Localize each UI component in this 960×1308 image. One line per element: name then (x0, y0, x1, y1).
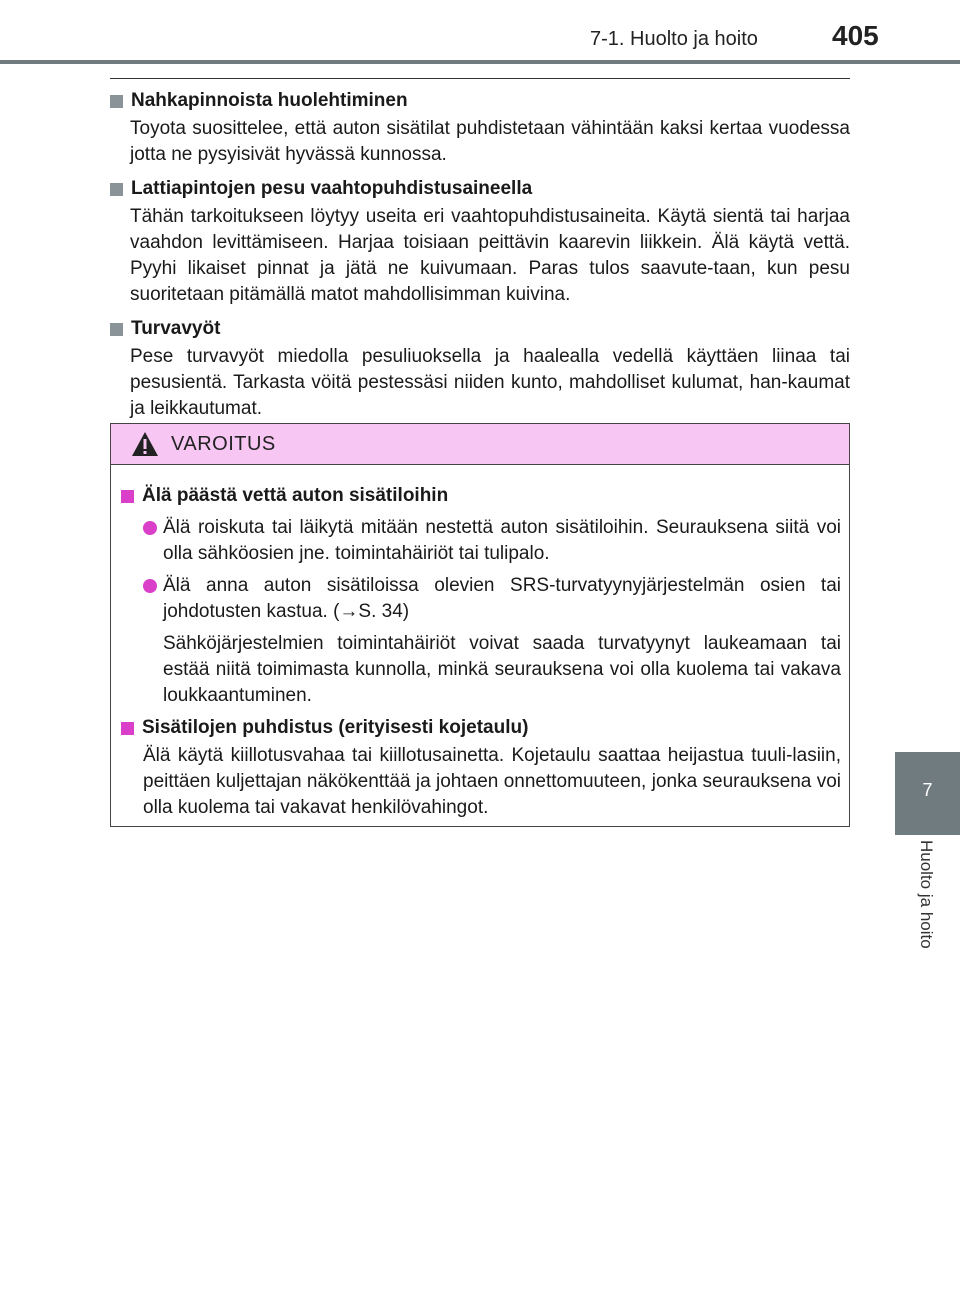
square-bullet-icon (110, 95, 123, 108)
square-bullet-icon (110, 183, 123, 196)
warning-body (111, 465, 849, 821)
section-heading: Nahkapinnoista huolehtiminen (131, 90, 408, 111)
circle-bullet-icon (143, 579, 157, 593)
section-text: Pese turvavyöt miedolla pesuliuoksella ja haalealla vedellä käyttäen liinaa tai pesusientä. Tarkasta vöitä pestessäsi niiden kunto, mahdolliset kulumat, han-kaumat ja leikkautumat. (130, 346, 850, 419)
chapter-tab (895, 752, 960, 835)
section-heading: Turvavyöt (131, 318, 221, 339)
chapter-number: 7 (922, 780, 933, 800)
warning-item-text: Älä käytä kiillotusvahaa tai kiillotusainetta. Kojetaulu saattaa heijastua tuuli-lasiin, peittäen kuljettajan näkökenttää ja johtaen onnettomuuteen, jonka seurauksena voi olla kuolema tai vakavat henkilövahingot. (143, 745, 841, 818)
section-leather-care (110, 88, 850, 168)
warning-bullet (121, 515, 841, 567)
chapter-label: Huolto ja hoito (917, 840, 936, 949)
square-bullet-icon (110, 323, 123, 336)
section-heading: Lattiapintojen pesu vaahtopuhdistusaineella (131, 178, 533, 199)
warning-title: VAROITUS (171, 432, 276, 455)
main-content (110, 88, 850, 430)
warning-bullet-text: Älä anna auton sisätiloissa olevien SRS-turvatyynyjärjestelmän osien tai johdotusten kastua. (→S. 34) (163, 575, 841, 622)
warning-item-heading: Sisätilojen puhdistus (erityisesti kojetaulu) (142, 717, 529, 738)
square-bullet-icon (121, 722, 134, 735)
page-number: 405 (832, 20, 879, 51)
warning-triangle-icon (131, 431, 159, 457)
header-rule (0, 60, 960, 64)
circle-bullet-icon (143, 521, 157, 535)
header-section-title: 7-1. Huolto ja hoito (590, 28, 758, 50)
warning-note: Sähköjärjestelmien toimintahäiriöt voivat saada turvatyynyt laukeamaan tai estää niitä toimimasta kunnolla, minkä seurauksena voi olla kuolema tai vakava loukkaantuminen. (163, 633, 841, 706)
warning-bullet (121, 573, 841, 625)
warning-bullet-text: Älä roiskuta tai läikytä mitään nestettä auton sisätiloihin. Seurauksena siitä voi olla sähköosien jne. toimintahäiriöt tai tulipalo. (163, 517, 841, 564)
section-text: Tähän tarkoitukseen löytyy useita eri vaahtopuhdistusaineita. Käytä sientä tai harjaa vaahdon levittämiseen. Harjaa toisiaan peittävin kaarevin liikkein. Älä käytä vettä. Pyyhi likaiset pinnat ja jätä ne kuivumaan. Paras tulos saavute-taan, kun pesu suoritetaan pitämällä matot mahdollisimman kuivina. (130, 206, 850, 305)
section-text: Toyota suosittelee, että auton sisätilat puhdistetaan vähintään kaksi kertaa vuodessa jotta ne pysyisivät hyvässä kunnossa. (130, 118, 850, 165)
warning-header (111, 424, 849, 465)
warning-box (110, 423, 850, 827)
body-rule (110, 78, 850, 79)
square-bullet-icon (121, 490, 134, 503)
warning-item-heading: Älä päästä vettä auton sisätiloihin (142, 485, 449, 506)
section-floor-cleaning (110, 176, 850, 308)
section-seatbelts (110, 316, 850, 422)
